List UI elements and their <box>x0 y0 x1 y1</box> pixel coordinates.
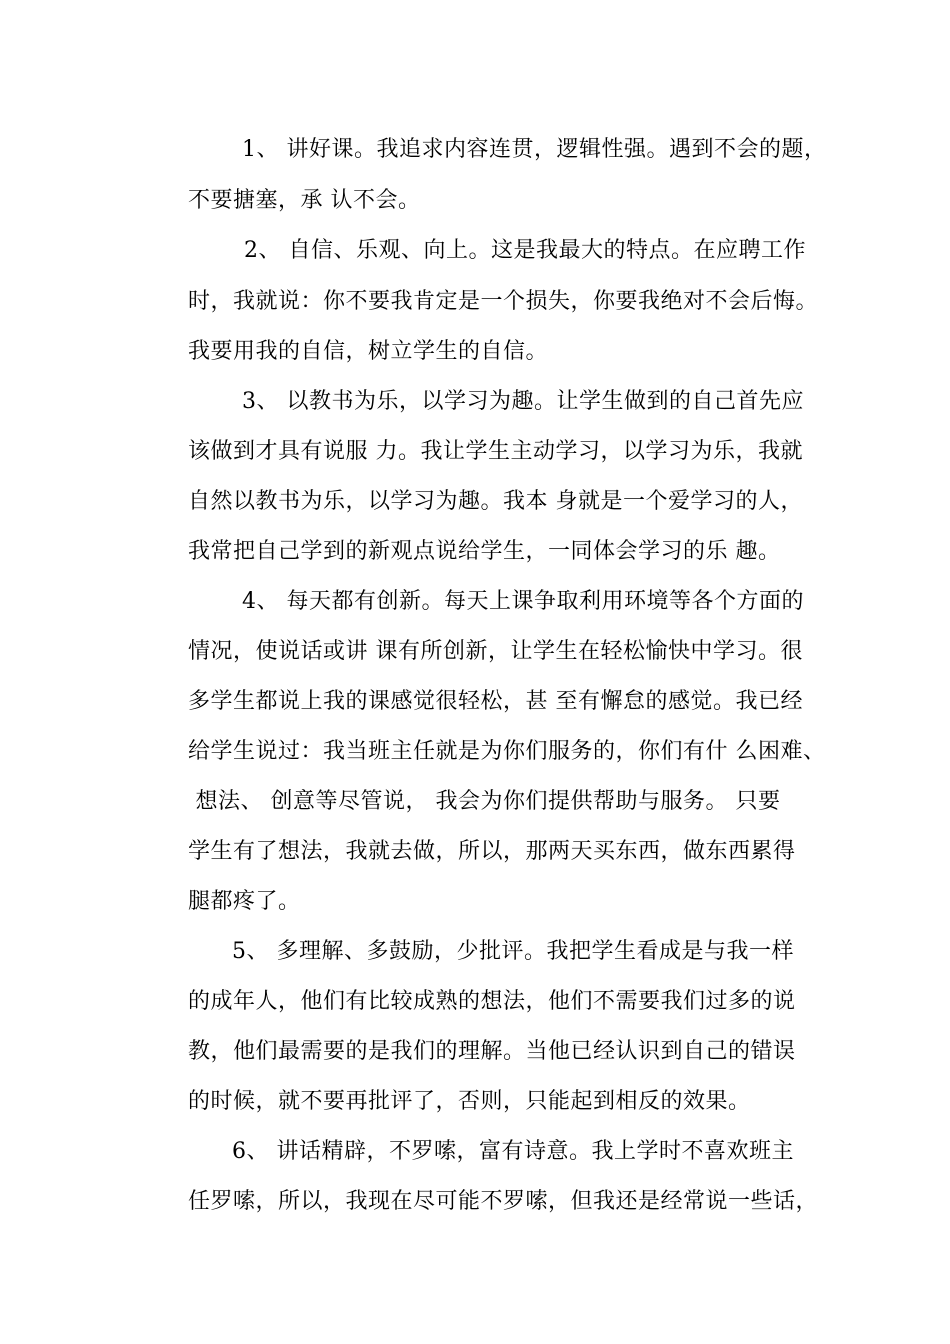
paragraph-6-line-2: 任罗嗦，所以，我现在尽可能不罗嗦，但我还是经常说一些话， <box>188 1189 819 1214</box>
paragraph-4-line-1: 4、 每天都有创新。每天上课争取利用环境等各个方面的 <box>242 589 804 614</box>
paragraph-4-line-4: 给学生说过：我当班主任就是为你们服务的，你们有什 么困难、 <box>188 739 826 764</box>
paragraph-2-line-2: 时，我就说：你不要我肯定是一个损失，你要我绝对不会后悔。 <box>188 289 819 314</box>
paragraph-1-line-1: 1、 讲好课。我追求内容连贯，逻辑性强。遇到不会的题， <box>242 137 827 162</box>
paragraph-4-line-6: 学生有了想法，我就去做，所以，那两天买东西，做东西累得 <box>188 839 796 864</box>
paragraph-2-line-3: 我要用我的自信，树立学生的自信。 <box>188 339 549 364</box>
paragraph-3-line-4: 我常把自己学到的新观点说给学生，一同体会学习的乐 趣。 <box>188 539 781 564</box>
paragraph-4-line-2: 情况，使说话或讲 课有所创新，让学生在轻松愉快中学习。很 <box>188 639 803 664</box>
paragraph-5-line-4: 的时候，就不要再批评了，否则，只能起到相反的效果。 <box>188 1089 751 1114</box>
paragraph-5-line-1: 5、 多理解、多鼓励，少批评。我把学生看成是与我一样 <box>232 939 794 964</box>
paragraph-4-line-5: 想法、 创意等尽管说， 我会为你们提供帮助与服务。 只要 <box>188 789 781 814</box>
paragraph-5-line-3: 教，他们最需要的是我们的理解。当他已经认识到自己的错误 <box>188 1039 796 1064</box>
paragraph-5-line-2: 的成年人，他们有比较成熟的想法，他们不需要我们过多的说 <box>188 989 796 1014</box>
paragraph-3-line-3: 自然以教书为乐，以学习为趣。我本 身就是一个爱学习的人， <box>188 489 803 514</box>
paragraph-1-line-2: 不要搪塞，承 认不会。 <box>188 188 421 213</box>
paragraph-3-line-1: 3、 以教书为乐，以学习为趣。让学生做到的自己首先应 <box>242 389 804 414</box>
paragraph-4-line-3: 多学生都说上我的课感觉很轻松，甚 至有懈怠的感觉。我已经 <box>188 689 803 714</box>
paragraph-2-line-1: 2、 自信、乐观、向上。这是我最大的特点。在应聘工作 <box>244 238 806 263</box>
paragraph-4-line-7: 腿都疼了。 <box>188 889 301 914</box>
paragraph-3-line-2: 该做到才具有说服 力。我让学生主动学习，以学习为乐，我就 <box>188 439 803 464</box>
paragraph-6-line-1: 6、 讲话精辟，不罗嗦，富有诗意。我上学时不喜欢班主 <box>232 1139 794 1164</box>
